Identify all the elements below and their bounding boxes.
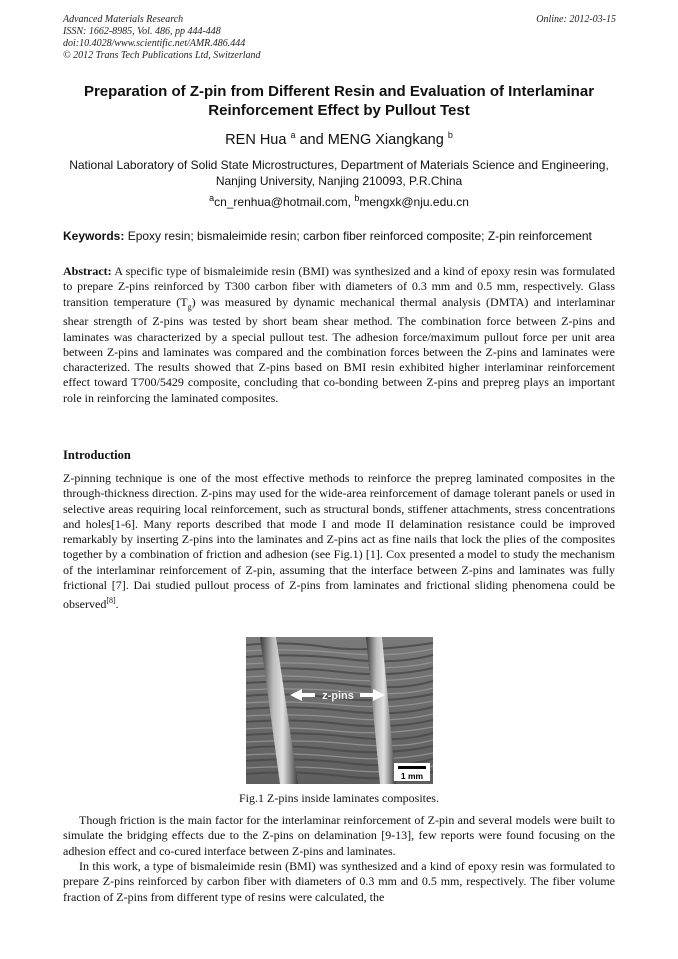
figure-1-micrograph — [246, 637, 433, 784]
keywords — [63, 229, 623, 243]
micrograph-image — [246, 637, 433, 784]
abstract-text-1: A specific type of bismaleimide resin (BMI) was synthesized and a kind of epoxy resin was formulated to prepare Z-pins reinforced by T300 carbon fiber with diameters of 0.3 mm and 0.5 mm, respectively. Glass transition temperature (T — [63, 264, 615, 309]
journal-header — [63, 14, 261, 62]
email-b-mark: b — [354, 193, 360, 203]
keywords-text: Epoxy resin; bismaleimide resin; carbon fiber reinforced composite; Z-pin reinforcement — [124, 229, 592, 243]
author-2: MENG Xiangkang — [327, 131, 444, 148]
email-a-mark: a — [209, 193, 215, 203]
abstract-label: Abstract: — [63, 264, 112, 278]
intro-paragraph-3: In this work, a type of bismaleimide resin (BMI) was synthesized and a kind of epoxy resin was formulated to prepare Z-pins reinforced by carbon fiber with diameters of 0.3 mm and 0.5 mm, respectively. The fiber volume fraction of Z-pins from different type of resins were calculated, the — [63, 859, 615, 904]
affiliation: National Laboratory of Solid State Microstructures, Department of Materials Science and Engineering, Nanjing University, Nanjing 210093, P.R.China — [69, 158, 609, 188]
doi-line: doi:10.4028/www.scientific.net/AMR.486.444 — [63, 38, 246, 49]
author-line — [0, 130, 678, 148]
abstract-text-2: ) was measured by dynamic mechanical thermal analysis (DMTA) and interlaminar shear strength of Z-pins was tested by short beam shear method. The combination force between Z-pins and laminates was characterized by a special pullout test. The adhesion force/maximum pullout force per unit area between Z-pins and laminates was compared and the combination forces between the Z-pins and laminates were characterized. The results showed that Z-pins based on BMI resin exhibited higher interlaminar reinforcement effect toward T700/5429 composite, concluding that co-bonding between Z-pins and prepreg plays an important role in reinforcing the laminated composites. — [63, 294, 616, 405]
email-b: mengxk@nju.edu.cn — [359, 195, 469, 209]
online-date: Online: 2012-03-15 — [536, 14, 616, 25]
journal-name: Advanced Materials Research — [63, 14, 184, 25]
keywords-label: Keywords: — [63, 229, 125, 243]
author-2-mark: b — [447, 130, 453, 140]
scale-bar — [398, 766, 426, 769]
author-emails — [0, 193, 678, 209]
z-pins-label: z-pins — [322, 690, 354, 702]
tg-subscript: g — [187, 301, 192, 311]
paper-title: Preparation of Z-pin from Different Resin and Evaluation of Interlaminar Reinforcement Effect by Pullout Test — [83, 83, 595, 119]
figure-1-caption: Fig.1 Z-pins inside laminates composites. — [239, 791, 439, 805]
citation-8: [8] — [106, 596, 116, 606]
email-a: cn_renhua@hotmail.com, — [214, 195, 355, 209]
copyright-line: © 2012 Trans Tech Publications Ltd, Switzerland — [63, 50, 261, 61]
author-1: REN Hua — [225, 131, 287, 148]
issn-line: ISSN: 1662-8985, Vol. 486, pp 444-448 — [63, 26, 221, 37]
introduction-heading: Introduction — [63, 448, 131, 462]
author-conjunction: and — [295, 131, 328, 148]
intro-paragraph-1 — [63, 471, 615, 613]
abstract — [63, 264, 615, 406]
author-1-mark: a — [290, 130, 296, 140]
scale-label: 1 mm — [400, 771, 424, 781]
intro-paragraph-1-end: . — [115, 597, 119, 612]
intro-paragraph-2: Though friction is the main factor for the interlaminar reinforcement of Z-pin and several models were built to simulate the bridging effects due to the Z-pins on delamination [9-13], few reports were found focusing on the adhesion effect and co-cured interface between Z-pins and laminates. — [63, 813, 615, 858]
intro-paragraph-1-text: Z-pinning technique is one of the most effective methods to reinforce the prepreg laminated composites in the through-thickness direction. Z-pins may used for the wide-area reinforcement of damage tolerant panels or used in selective areas requiring local reinforcement, such as structural bonds, stiffener attachments, stress concentrations and holes[1-6]. Many reports described that mode I and mode II delamination resistance could be improved remarkably by inserting Z-pins into the laminates and Z-pins act as fine nails that lock the plies of the composites together by a combination of friction and adhesion (see Fig.1) [1]. Cox presented a model to study the mechanism of the interlaminar reinforcement of Z-pin, assuming that the interface between Z-pins and laminates was fully frictional [7]. Dai studied pullout process of Z-pins from laminates and frictional sliding phenomena could be observed — [63, 471, 615, 612]
